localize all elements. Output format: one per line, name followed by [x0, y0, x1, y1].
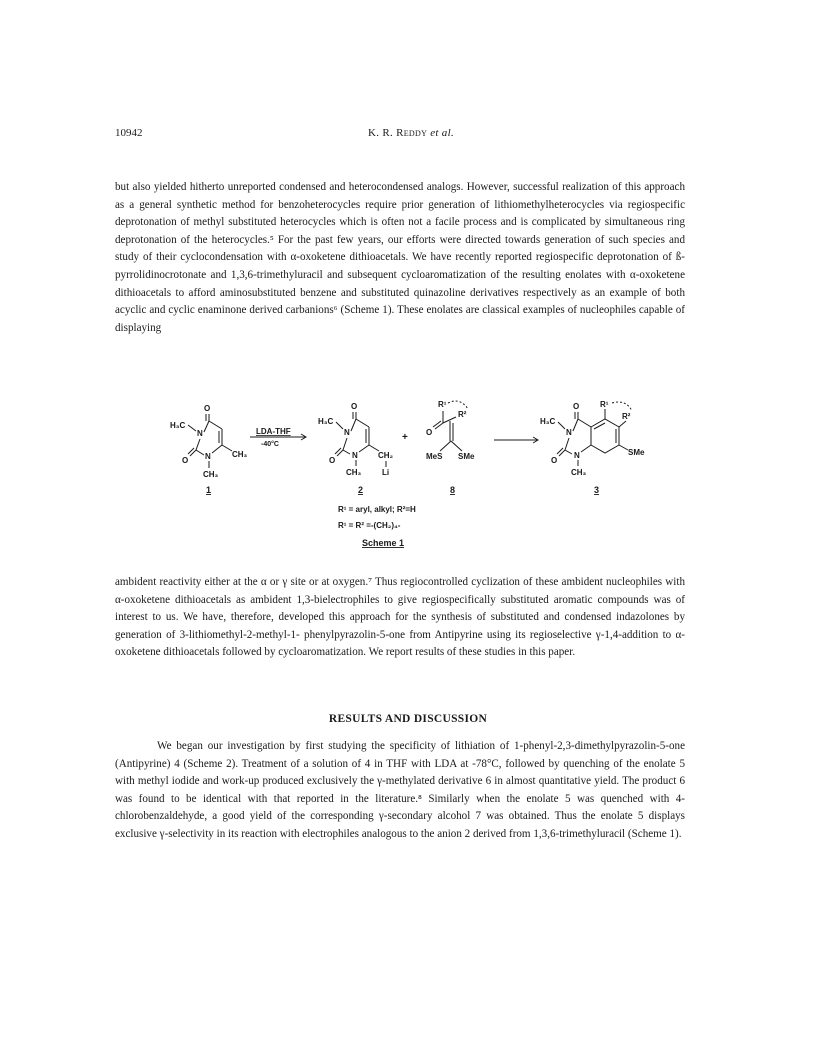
- c3-o-bottom-label: O: [551, 456, 558, 465]
- c2-n3-label: N: [352, 451, 358, 460]
- compound-3-number: 3: [594, 485, 600, 495]
- reagent-lda-thf: LDA-THF: [256, 427, 291, 436]
- compound-3-structure: [540, 400, 645, 495]
- c1-n3-label: N: [205, 452, 211, 461]
- c8-sme-label: SMe: [458, 452, 475, 461]
- c2-ch2-label: CH₂: [378, 451, 394, 460]
- c3-sme-label: SMe: [628, 448, 645, 457]
- paragraph-intro-continued: but also yielded hitherto unreported condensed and heterocondensed analogs. However, successful realization of this approach as a general synthetic method for benzoheterocycles require prior generation of lithiomethylheterocycles via regiospecific deprotonation of methyl substituted heterocycles which is often not a facile process and is complicated by simultaneous ring deprotonation of the heterocycles.⁵ For the past few years, our efforts were directed towards generation of such species and study of their cyclocondensation with α-oxoketene dithioacetals. We have recently reported regiospecific deprotonation of ß-pyrrolidinocrotonate and 1,3,6-trimethyluracil and subsequent cycloaromatization of the resulting enolates with α-oxoketene dithioacetals to afford aminosubstituted benzene and substituted quinazoline derivatives respectively as an example of both acyclic and cyclic enaminone derived carbanions⁶ (Scheme 1). These enolates are classical examples of nucleophiles capable of displaying: [115, 181, 685, 334]
- c1-ch3-c6-label: CH₃: [232, 450, 248, 459]
- plus-sign: +: [402, 432, 408, 443]
- reagent-temperature: -40°C: [261, 441, 279, 448]
- c1-o-bottom-label: O: [182, 456, 189, 465]
- paragraph-results-1: We began our investigation by first studying the specificity of lithiation of 1-phenyl-2,3-dimethylpyrazolin-5-one (Antipyrine) 4 (Scheme 2). Treatment of a solution of 4 in THF with LDA at -78°C, followed by quenching of the enolate 5 with methyl iodide and work-up produced exclusively the γ-methylated derivative 6 in almost quantitative yield. The product 6 was found to be identical with that reported in the literature.⁸ Similarly when the enolate 5 was quenched with 4-chlorobenzaldehyde, a good yield of the corresponding γ-secondary alcohol 7 was obtained. Thus the enolate 5 displays exclusive γ-selectivity in its reaction with electrophiles analogous to the anion 2 derived from 1,3,6-trimethyluracil (Scheme 1).: [115, 740, 685, 840]
- c1-n1-label: N: [197, 429, 203, 438]
- reaction-arrow-lda: [250, 427, 306, 448]
- c2-n1-label: N: [344, 428, 350, 437]
- c8-r1-label: R¹: [438, 400, 447, 409]
- compound-1-number: 1: [206, 485, 212, 495]
- c3-ch3-label: CH₃: [571, 468, 587, 477]
- substituent-definition-1: R¹ = aryl, alkyl; R²=H: [338, 505, 416, 514]
- author-et-al: et al.: [430, 127, 455, 139]
- paragraph-intro-conclusion: ambident reactivity either at the α or γ site or at oxygen.⁷ Thus regiocontrolled cyclization of these ambident nucleophiles with α-oxoketene dithioacetals as ambident 1,3-bielectrophiles to give regiospecifically substituted aromatic compounds was of interest to us. We have, therefore, developed this approach for the synthesis of substituted and condensed indazolones by generation of 3-lithiomethyl-2-methyl-1- phenylpyrazolin-5-one from Antipyrine using its regioselective γ-1,4-addition to α-oxoketene dithioacetals followed by cycloaromatization. We report results of these studies in this paper.: [115, 576, 685, 659]
- c3-r2-label: R²: [622, 412, 631, 421]
- c1-ch3-n3-label: CH₃: [203, 470, 219, 479]
- c2-h3c-label: H₃C: [318, 417, 334, 426]
- c8-r2-label: R²: [458, 410, 467, 419]
- reaction-arrow-cyclization: [494, 437, 538, 443]
- section-heading-results: RESULTS AND DISCUSSION: [328, 713, 488, 725]
- c1-o-top-label: O: [204, 404, 211, 413]
- c2-li-label: Li: [382, 468, 390, 477]
- c3-r1-label: R¹: [600, 400, 609, 409]
- scheme-caption: Scheme 1: [362, 538, 405, 548]
- c3-n1-label: N: [566, 428, 572, 437]
- compound-2-number: 2: [358, 485, 364, 495]
- author-initials: K. R.: [368, 127, 397, 139]
- compound-2-structure: [318, 402, 394, 495]
- c3-h3c-label: H₃C: [540, 417, 556, 426]
- compound-8-structure: [426, 400, 475, 495]
- c3-n3-label: N: [574, 451, 580, 460]
- c3-o-top-label: O: [573, 402, 580, 411]
- author-surname: Reddy: [396, 127, 428, 139]
- compound-8-number: 8: [450, 485, 456, 495]
- c8-o-label: O: [426, 428, 433, 437]
- c8-mes-label: MeS: [426, 452, 443, 461]
- scheme-1-reaction-diagram: [160, 395, 680, 555]
- compound-1-structure: [170, 404, 248, 495]
- running-header-authors: [368, 127, 454, 139]
- page-number: 10942: [115, 127, 143, 139]
- c2-o-bottom-label: O: [329, 456, 336, 465]
- c2-ch3-n3-label: CH₃: [346, 468, 362, 477]
- c2-o-top-label: O: [351, 402, 358, 411]
- c1-h3c-label: H₃C: [170, 421, 186, 430]
- substituent-definition-2: R¹ = R² =-(CH₂)₄-: [338, 521, 401, 530]
